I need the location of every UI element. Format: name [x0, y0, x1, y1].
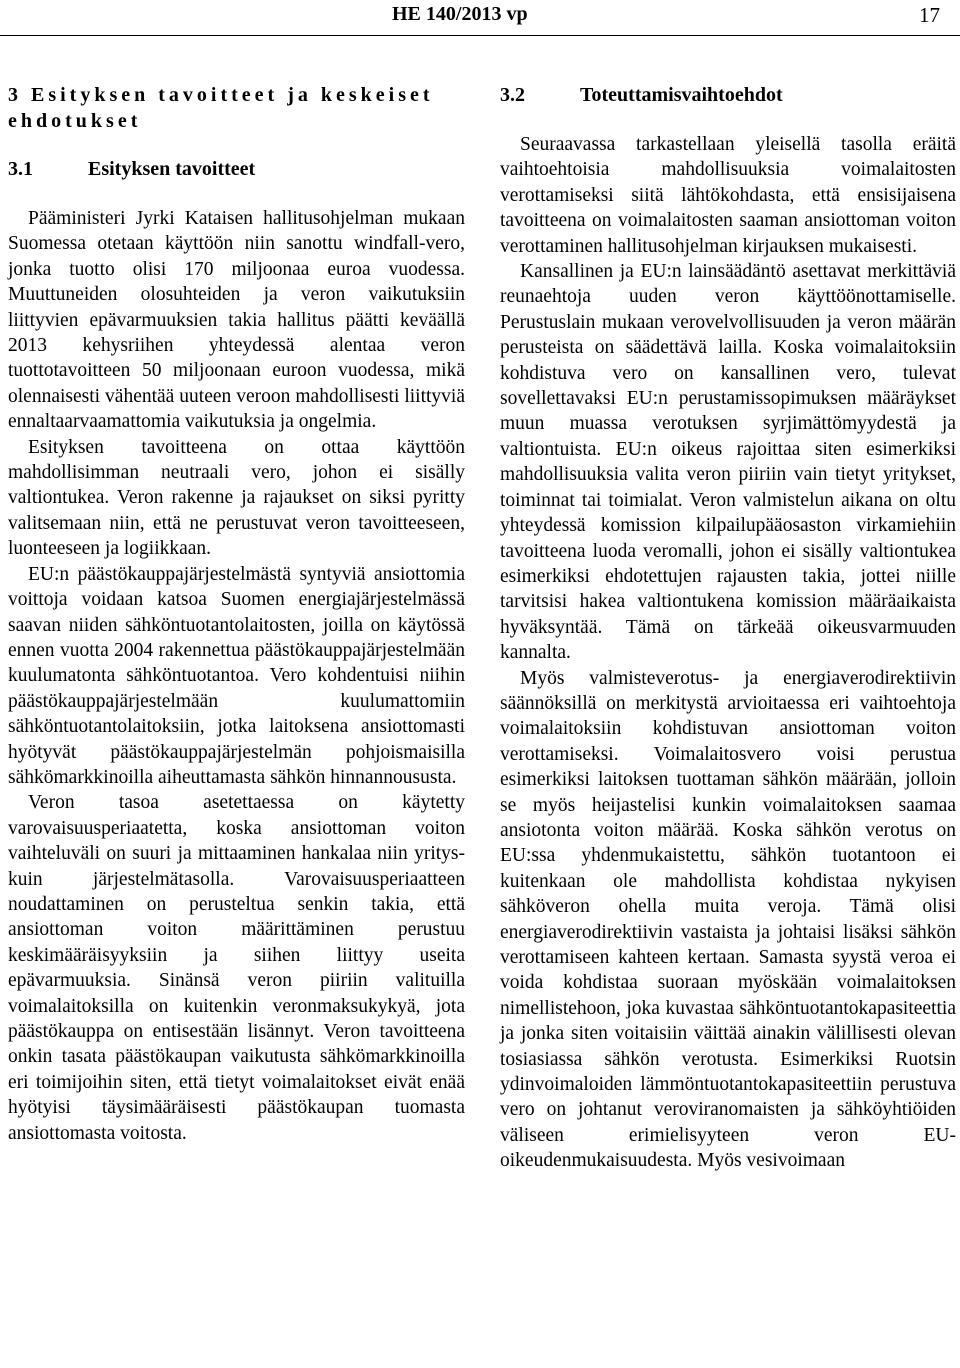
paragraph: Veron tasoa asetettaessa on käytetty varovaisuusperiaatetta, koska ansiottoman voiton vaihteluväli on suuri ja mittaaminen hankalaa niin yritys- kuin järjestelmätasolla. Varovaisuusperiaatteen noudattaminen on perusteltua senkin takia, että ansiottoman voiton määrittäminen perustuu keskimääräisyyksiin ja siihen liittyy useita epävarmuuksia. Sinänsä veron piiriin valituilla voimalaitoksilla on kuitenkin veronmaksukykyä, jota päästökauppa on entisestään lisännyt. Veron tavoitteena onkin tasata päästökaupan vaikutusta sähkömarkkinoilla eri toimijoihin siten, että tietyt voimalaitokset eivät enää hyötyisi täysimääräisesti päästökaupan tuomasta ansiottomasta voitosta. [8, 792, 465, 1144]
paragraph: Kansallinen ja EU:n lainsäädäntö asettavat merkittäviä reunaehtoja uuden veron käyttöönottamiselle. Perustuslain mukaan verovelvollisuuden ja veron määrän perusteista on säädettävä lailla. Koska voimalaitoksiin kohdistuva vero on kansallinen vero, tulevat sovellettavaksi EU:n perustamissopimuksen määräykset muun muassa verotuksen syrjimättömyydestä ja valtiontuista. EU:n oikeus rajoittaa siten esimerkiksi mahdollisuuksia valita veron piiriin vain tietyt yritykset, toiminnat tai toimialat. Veron valmistelun aikana on oltu yhteydessä komission kilpailupääosaston virkamiehiin tavoitteena luoda veromalli, johon ei sisälly valtiontukea esimerkiksi ehdotettujen rajausten takia, jottei niille tarvitsisi hakea valtiontukena komission määräaikaista hyväksyntää. Tämä on tärkeää oikeusvarmuuden kannalta. [500, 261, 956, 664]
subsection-number: 3.1 [8, 158, 33, 180]
document-identifier: HE 140/2013 vp [392, 3, 528, 25]
running-header [0, 0, 960, 38]
header-divider [0, 35, 960, 36]
subsection-heading-3-1 [8, 156, 465, 182]
paragraph: Esityksen tavoitteena on ottaa käyttöön mahdollisimman neutraali vero, johon ei sisälly valtiontukea. Veron rakenne ja rajaukset on siksi pyritty valitsemaan niin, että ne perustuvat veron tavoitteeseen, luonteeseen ja logiikkaan. [8, 436, 465, 560]
left-column [8, 82, 465, 1146]
page-number: 17 [919, 3, 940, 27]
section-heading: 3 Esityksen tavoitteet ja keskeiset ehdotukset [8, 84, 434, 132]
paragraph: Pääministeri Jyrki Kataisen hallitusohjelman mukaan Suomessa otetaan käyttöön niin sanottu windfall-vero, jonka tuotto olisi 170 miljoonaa euroa vuodessa. Muuttuneiden olosuhteiden ja veron vaikutuksiin liittyvien epävarmuuksien takia hallitus päätti keväällä 2013 kehysriihen yhteydessä alentaa veron tuottotavoitteen 50 miljoonaan euroon vuodessa, mikä olennaisesti vähentää uuteen veroon mahdollisesti liittyviä ennaltaarvaamattomia vaikutuksia ja ongelmia. [8, 208, 465, 433]
subsection-heading-3-2 [500, 82, 956, 108]
paragraph: Seuraavassa tarkastellaan yleisellä tasolla eräitä vaihtoehtoisia mahdollisuuksia voimalaitosten verottamiseksi siitä lähtökohdasta, että ensisijaisena tavoitteena on voimalaitosten saaman ansiottoman voiton verottaminen hallitusohjelman kirjauksen mukaisesti. [500, 134, 956, 257]
paragraph: EU:n päästökauppajärjestelmästä syntyviä ansiottomia voittoja voidaan katsoa Suomen energiajärjestelmässä saavan niiden sähköntuotantolaitosten, joilla on käytössä ennen vuotta 2004 rakennettua päästökauppajärjestelmään kuulumatonta sähköntuotantoa. Vero kohdentuisi niihin päästökauppajärjestelmään kuulumattomiin sähköntuotantolaitoksiin, jotka laitoksena ansiottomasti hyötyvät päästökauppajärjestelmän pohjoismaisilla sähkömarkkinoilla aiheuttamasta sähkön hinnannoususta. [8, 563, 465, 788]
subsection-title: Toteuttamisvaihtoehdot [580, 84, 783, 106]
right-column [500, 82, 956, 1174]
subsection-title: Esityksen tavoitteet [88, 158, 256, 180]
paragraph: Myös valmisteverotus- ja energiaverodirektiivin säännöksillä on merkitystä arvioitaessa eri vaihtoehtoja voimalaitoksiin kohdistuvan ansiottoman voiton verottamiseksi. Voimalaitosvero voisi perustua esimerkiksi laitoksen tuottaman sähkön määrään, jolloin se myös heijastelisi kunkin voimalaitoksen saamaa ansiotonta voiton määrää. Koska sähkön verotus on EU:ssa yhdenmukaistettu, sähkön tuotantoon ei kuitenkaan ole mahdollista kohdistaa nykyisen sähköveron ohella muita veroja. Tämä olisi energiaverodirektiivin vastaista ja johtaisi lisäksi sähkön verottamiseen kahteen kertaan. Samasta syystä veroa ei voida kohdistaa suoraan myöskään voimalaitoksen nimellistehoon, joka kuvastaa sähköntuotantokapasiteettia ja jonka siten voitaisiin väittää ainakin välillisesti olevan tosiasiassa sähkön verotusta. Esimerkiksi Ruotsin ydinvoimaloiden lämmöntuotantokapasiteettiin perustuva vero on johtanut veroviranomaisten ja sähköyhtiöiden väliseen erimielisyyteen veron EU-oikeudenmukaisuudesta. Myös vesivoimaan [500, 667, 956, 1172]
subsection-number: 3.2 [500, 84, 525, 106]
